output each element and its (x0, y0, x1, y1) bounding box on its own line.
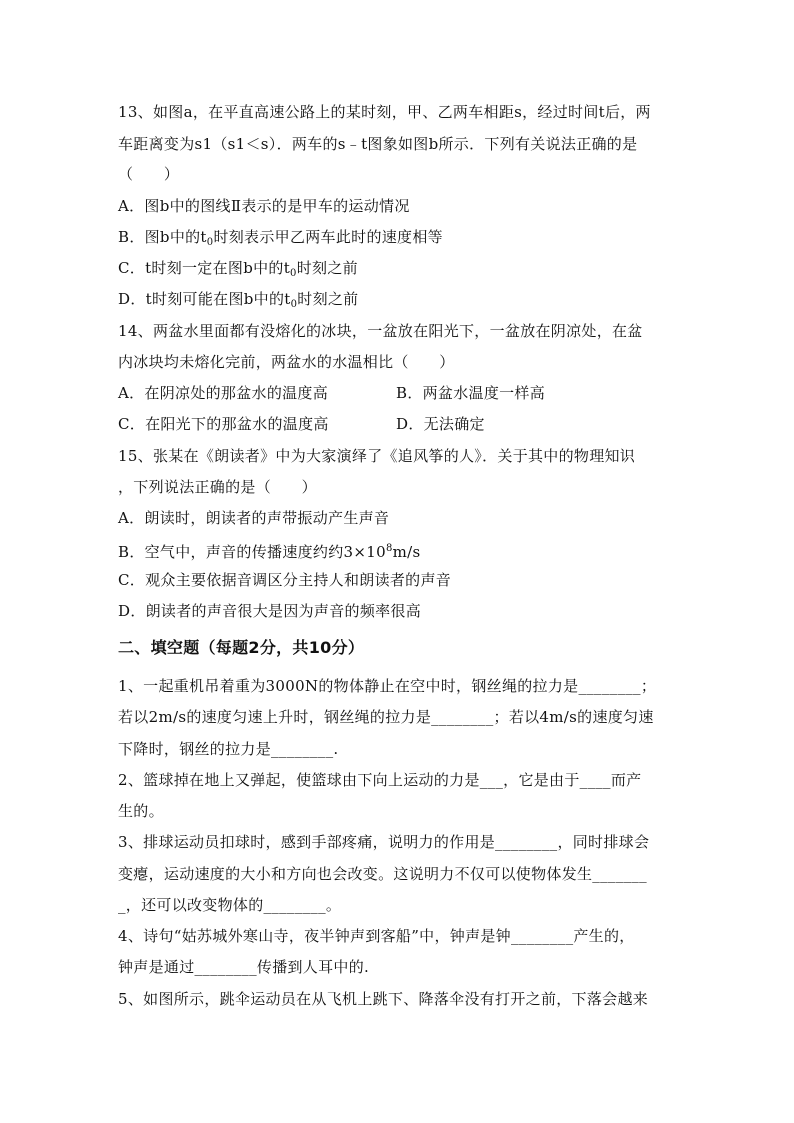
q13-option-d-subscript: 0 (290, 299, 298, 310)
fill4-line2: 钟声是通过________传播到人耳中的. (118, 958, 370, 976)
q15-option-b-unit: m/s (392, 543, 421, 561)
fill3-line3: _，还可以改变物体的________。 (118, 896, 342, 914)
q15-stem-line2: ，下列说法正确的是（ ） (118, 478, 317, 496)
q13-option-c-text: C．t时刻一定在图b中的t (118, 259, 291, 277)
q13-option-b (118, 227, 443, 253)
q13-option-b-text: B．图b中的t (118, 228, 207, 246)
q15-option-b-exponent: 8 (385, 543, 393, 554)
q13-option-b-subscript: 0 (206, 237, 214, 248)
q13-option-c (118, 258, 358, 284)
q14-stem-line2: 内冰块均未熔化完前，两盆水的水温相比（ ） (118, 353, 455, 371)
q15-stem-line1: 15、张某在《朗读者》中为大家演绎了《追风筝的人》．关于其中的物理知识 (118, 447, 636, 465)
fill4-line1: 4、诗句“姑苏城外寒山寺，夜半钟声到客船”中，钟声是钟________产生的， (118, 927, 635, 945)
q14-options-row1 (118, 383, 328, 403)
q15-option-b (118, 539, 421, 562)
q13-option-c-text-end: 时刻之前 (296, 259, 358, 277)
q13-option-c-subscript: 0 (290, 268, 297, 279)
q13-option-d-text-end: 时刻之前 (297, 290, 359, 308)
q14-option-a: A．在阴凉处的那盆水的温度高 (118, 384, 329, 402)
q15-option-d: D．朗读者的声音很大是因为声音的频率很高 (118, 602, 422, 620)
q15-option-a: A．朗读时，朗读者的声带振动产生声音 (118, 509, 390, 527)
fill2-line2: 生的。 (118, 802, 164, 820)
q13-answer-bracket: （ ） (118, 165, 180, 183)
q15-option-c: C．观众主要依据音调区分主持人和朗读者的声音 (118, 571, 452, 589)
q13-option-d-text: D．t时刻可能在图b中的t (118, 290, 291, 308)
q15-option-b-text: B．空气中，声音的传播速度约约3×10 (118, 543, 386, 561)
q13-option-b-text-end: 时刻表示甲乙两车此时的速度相等 (213, 228, 443, 246)
fill1-line2: 若以2m/s的速度匀速上升时，钢丝绳的拉力是________；若以4m/s的速度匀速 (118, 708, 654, 726)
q14-option-d: D．无法确定 (396, 415, 485, 433)
fill3-line1: 3、排球运动员扣球时，感到手部疼痛，说明力的作用是________，同时排球会 (118, 833, 650, 851)
fill2-line1: 2、篮球掉在地上又弹起，使篮球由下向上运动的力是___，它是由于____而产 (118, 771, 642, 789)
section-heading-fill-in: 二、填空题（每题2分，共10分） (118, 638, 365, 657)
q14-option-b: B．两盆水温度一样高 (396, 384, 546, 402)
fill1-line3: 下降时，钢丝的拉力是________. (118, 740, 339, 758)
fill1-line1: 1、一起重机吊着重为3000N的物体静止在空中时，钢丝绳的拉力是________； (118, 677, 657, 695)
q13-option-d (118, 289, 358, 315)
q14-option-c: C．在阳光下的那盆水的温度高 (118, 415, 329, 433)
q14-stem-line1: 14、两盆水里面都有没熔化的冰块，一盆放在阳光下，一盆放在阴凉处，在盆 (118, 322, 643, 340)
q13-option-a: A．图b中的图线Ⅱ表示的是甲车的运动情况 (118, 197, 410, 215)
fill5-line1: 5、如图所示，跳伞运动员在从飞机上跳下、降落伞没有打开之前，下落会越来 (118, 990, 649, 1008)
q13-stem-line1: 13、如图a，在平直高速公路上的某时刻，甲、乙两车相距s，经过时间t后，两 (118, 103, 651, 121)
fill3-line2: 变瘪，运动速度的大小和方向也会改变。这说明力不仅可以使物体发生_______ (118, 865, 647, 883)
q13-stem-line2: 车距离变为s1（s1＜s）．两车的s﹣t图象如图b所示．下列有关说法正确的是 (118, 135, 638, 153)
